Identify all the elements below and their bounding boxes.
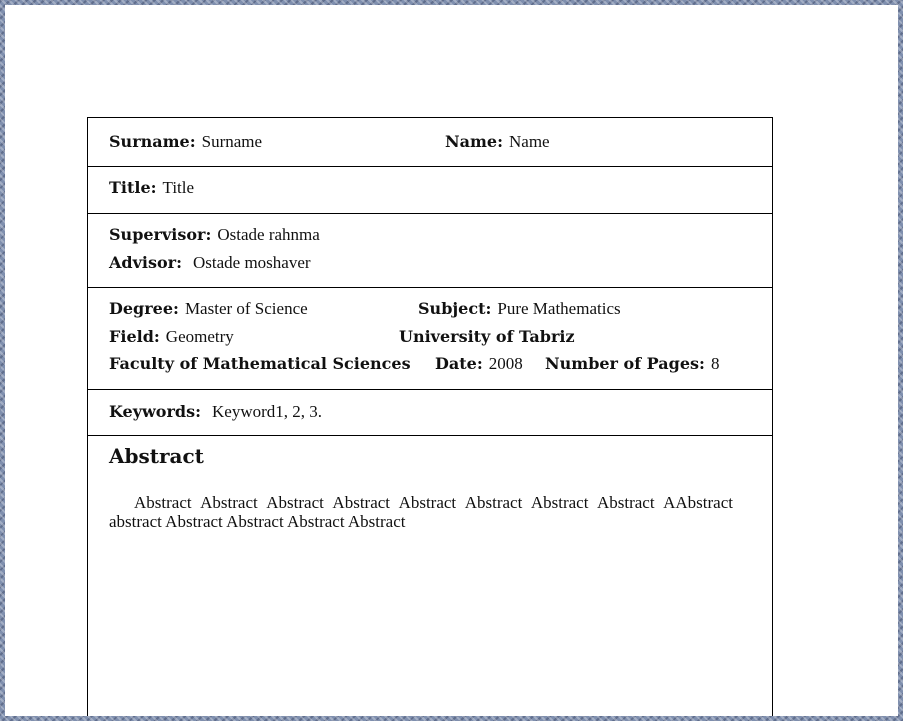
name-field [445,132,550,152]
faculty-label: Faculty of Mathematical Sciences [109,354,411,373]
keywords-value: Keyword1, 2, 3. [212,402,323,421]
supervisor-label: Supervisor: [109,225,212,244]
advisor-field [109,253,311,273]
field-value: Geometry [165,327,234,346]
university-name [399,327,575,347]
degree-field [109,299,308,319]
keywords-field [109,402,322,422]
pages-value: 8 [710,354,720,373]
document-page [5,5,898,716]
degree-section [88,288,772,390]
title-label: Title: [109,178,157,197]
date-label: Date: [435,354,483,373]
date-value: 2008 [488,354,523,373]
advisor-value: Ostade moshaver [193,253,311,272]
supervisor-field [109,225,320,245]
date-field [435,354,523,374]
abstract-body: Abstract Abstract Abstract Abstract Abstract Abstract Abstract Abstract AAbstract abstract Abstract Abstract Abstract Abstract [109,493,733,531]
title-value: Title [162,178,195,197]
field-label: Field: [109,327,160,346]
degree-label: Degree: [109,299,179,318]
title-section [88,167,772,214]
keywords-label: Keywords: [109,402,202,421]
title-field [109,178,194,198]
abstract-heading: Abstract [109,444,204,468]
abstract-section [88,436,772,716]
name-section [88,118,772,167]
degree-value: Master of Science [184,299,308,318]
faculty-name [109,354,411,374]
supervision-section [88,214,772,288]
pages-field [545,354,719,374]
subject-field [418,299,621,319]
surname-value: Surname [201,132,263,151]
name-value: Name [509,132,550,151]
keywords-section [88,390,772,436]
surname-label: Surname: [109,132,196,151]
supervisor-value: Ostade rahnma [217,225,320,244]
thesis-info-frame [87,117,773,716]
university-label: University of Tabriz [399,327,575,346]
advisor-label: Advisor: [109,253,182,272]
subject-label: Subject: [418,299,492,318]
name-label: Name: [445,132,504,151]
subject-value: Pure Mathematics [497,299,621,318]
surname-field [109,132,262,152]
field-field [109,327,234,347]
pages-label: Number of Pages: [545,354,705,373]
